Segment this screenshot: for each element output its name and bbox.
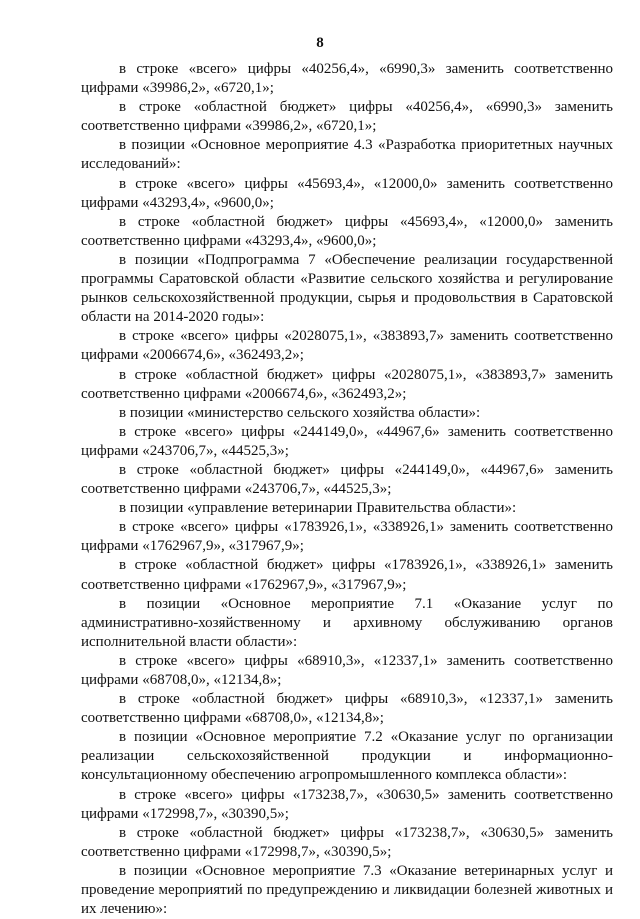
document-body bbox=[81, 60, 613, 919]
paragraph: в строке «областной бюджет» цифры «68910,3», «12337,1» заменить соответственно цифрами «68708,0», «12134,8»; bbox=[81, 691, 613, 727]
paragraph: в строке «областной бюджет» цифры «45693,4», «12000,0» заменить соответственно цифрами «43293,4», «9600,0»; bbox=[81, 213, 613, 249]
paragraph: в позиции «министерство сельского хозяйства области»: bbox=[119, 404, 481, 421]
paragraph: в строке «областной бюджет» цифры «1783926,1», «338926,1» заменить соответственно цифрами «1762967,9», «317967,9»; bbox=[81, 557, 613, 593]
paragraph: в позиции «управление ветеринарии Правительства области»: bbox=[119, 500, 517, 517]
paragraph: в строке «областной бюджет» цифры «173238,7», «30630,5» заменить соответственно цифрами «172998,7», «30390,5»; bbox=[81, 824, 613, 860]
paragraph: в позиции «Основное мероприятие 7.1 «Оказание услуг по административно-хозяйственному и архивному обслуживанию органов исполнительной власти области»: bbox=[81, 595, 613, 650]
paragraph: в позиции «Основное мероприятие 4.3 «Разработка приоритетных научных исследований»: bbox=[81, 137, 613, 173]
paragraph: в строке «всего» цифры «45693,4», «12000,0» заменить соответственно цифрами «43293,4», «9600,0»; bbox=[81, 175, 613, 211]
paragraph: в строке «областной бюджет» цифры «40256,4», «6990,3» заменить соответственно цифрами «39986,2», «6720,1»; bbox=[81, 99, 613, 135]
paragraph: в позиции «Подпрограмма 7 «Обеспечение реализации государственной программы Саратовской области «Развитие сельского хозяйства и регулирование рынков сельскохозяйственной продукции, сырья и продовольствия в Саратовской области на 2014-2020 годы»: bbox=[81, 251, 613, 326]
paragraph: в строке «областной бюджет» цифры «244149,0», «44967,6» заменить соответственно цифрами «243706,7», «44525,3»; bbox=[81, 461, 613, 498]
paragraph: в строке «всего» цифры «1783926,1», «338926,1» заменить соответственно цифрами «1762967,9», «317967,9»; bbox=[81, 519, 613, 555]
paragraph: в строке «всего» цифры «40256,4», «6990,3» заменить соответственно цифрами «39986,2», «6720,1»; bbox=[81, 61, 613, 97]
paragraph: в позиции «Основное мероприятие 7.3 «Оказание ветеринарных услуг и проведение мероприятий по предупреждению и ликвидации болезней животных и их лечению»: bbox=[81, 862, 613, 918]
paragraph: в позиции «Основное мероприятие 7.2 «Оказание услуг по организации реализации сельскохозяйственной продукции и информационно-консультационному обеспечению агропромышленного комплекса области»: bbox=[81, 729, 613, 784]
paragraph: в строке «всего» цифры «173238,7», «30630,5» заменить соответственно цифрами «172998,7», «30390,5»; bbox=[81, 786, 613, 822]
paragraph: в строке «всего» цифры «68910,3», «12337,1» заменить соответственно цифрами «68708,0», «12134,8»; bbox=[81, 652, 613, 688]
paragraph: в строке «всего» цифры «244149,0», «44967,6» заменить соответственно цифрами «243706,7», «44525,3»; bbox=[81, 423, 613, 459]
paragraph: в строке «всего» цифры «2028075,1», «383893,7» заменить соответственно цифрами «2006674,6», «362493,2»; bbox=[81, 328, 613, 364]
paragraph: в строке «областной бюджет» цифры «2028075,1», «383893,7» заменить соответственно цифрами «2006674,6», «362493,2»; bbox=[81, 366, 613, 402]
page-number: 8 bbox=[316, 35, 324, 51]
